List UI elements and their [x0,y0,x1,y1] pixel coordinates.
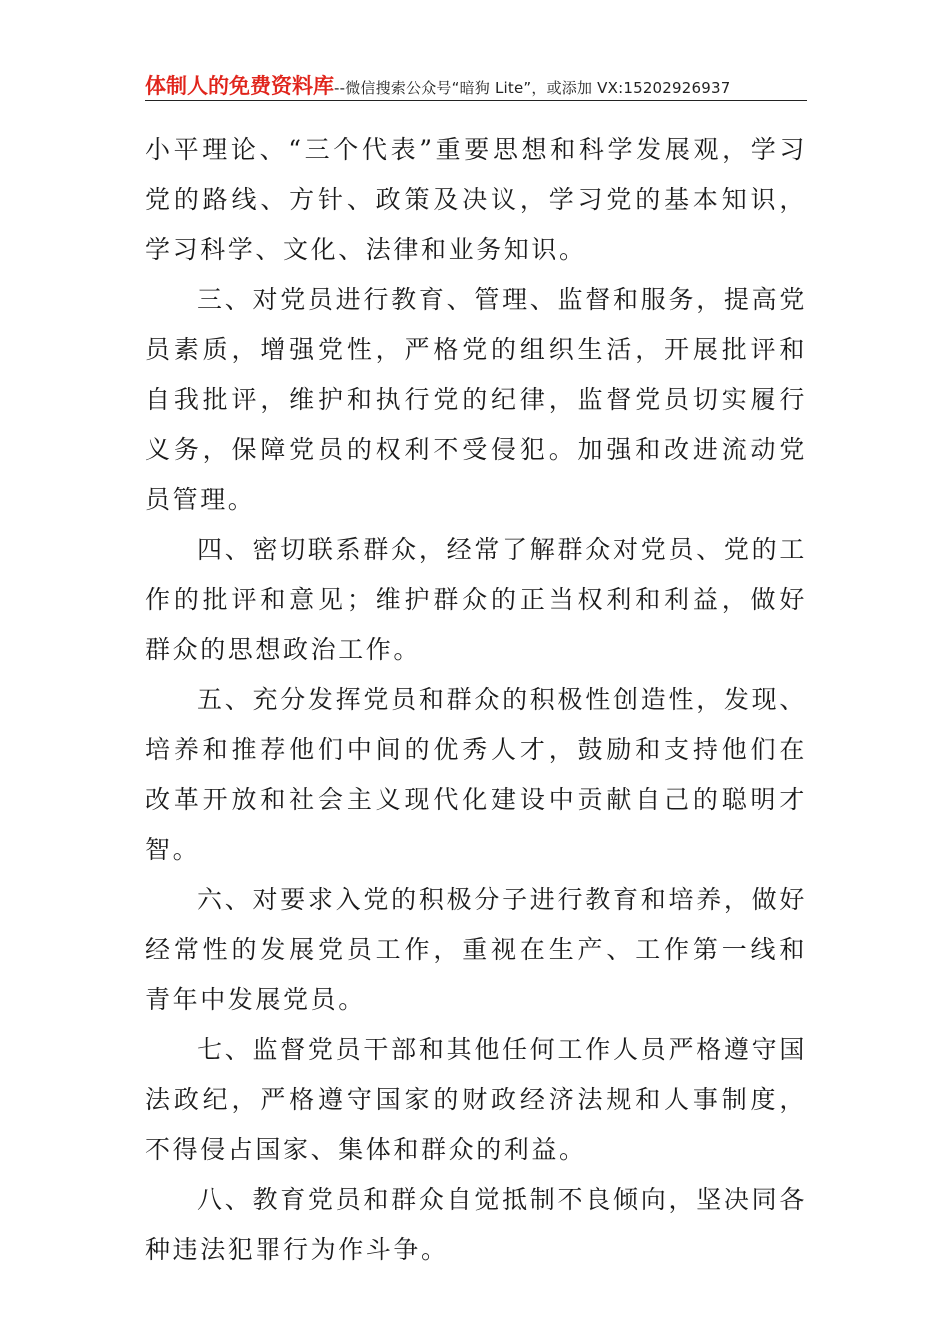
paragraph-continued: 小平理论、“三个代表”重要思想和科学发展观，学习党的路线、方针、政策及决议，学习党的基本知识，学习科学、文化、法律和业务知识。 [145,135,807,264]
header-subtitle: --微信搜索公众号“暗狗 Lite”，或添加 VX:15202926937 [334,79,731,97]
paragraph-item-8: 八、教育党员和群众自觉抵制不良倾向，坚决同各种违法犯罪行为作斗争。 [145,1185,807,1264]
paragraph-item-5: 五、充分发挥党员和群众的积极性创造性，发现、培养和推荐他们中间的优秀人才，鼓励和支持他们在改革开放和社会主义现代化建设中贡献自己的聪明才智。 [145,685,807,864]
header-brand: 体制人的免费资料库 [145,74,334,98]
document-body [145,125,807,1275]
paragraph-item-3: 三、对党员进行教育、管理、监督和服务，提高党员素质，增强党性，严格党的组织生活，开展批评和自我批评，维护和执行党的纪律，监督党员切实履行义务，保障党员的权利不受侵犯。加强和改进流动党员管理。 [145,285,807,514]
paragraph-item-4: 四、密切联系群众，经常了解群众对党员、党的工作的批评和意见；维护群众的正当权利和利益，做好群众的思想政治工作。 [145,535,807,664]
page-header [145,70,807,101]
paragraph-item-7: 七、监督党员干部和其他任何工作人员严格遵守国法政纪，严格遵守国家的财政经济法规和人事制度，不得侵占国家、集体和群众的利益。 [145,1035,807,1164]
paragraph-item-6: 六、对要求入党的积极分子进行教育和培养，做好经常性的发展党员工作，重视在生产、工作第一线和青年中发展党员。 [145,885,807,1014]
